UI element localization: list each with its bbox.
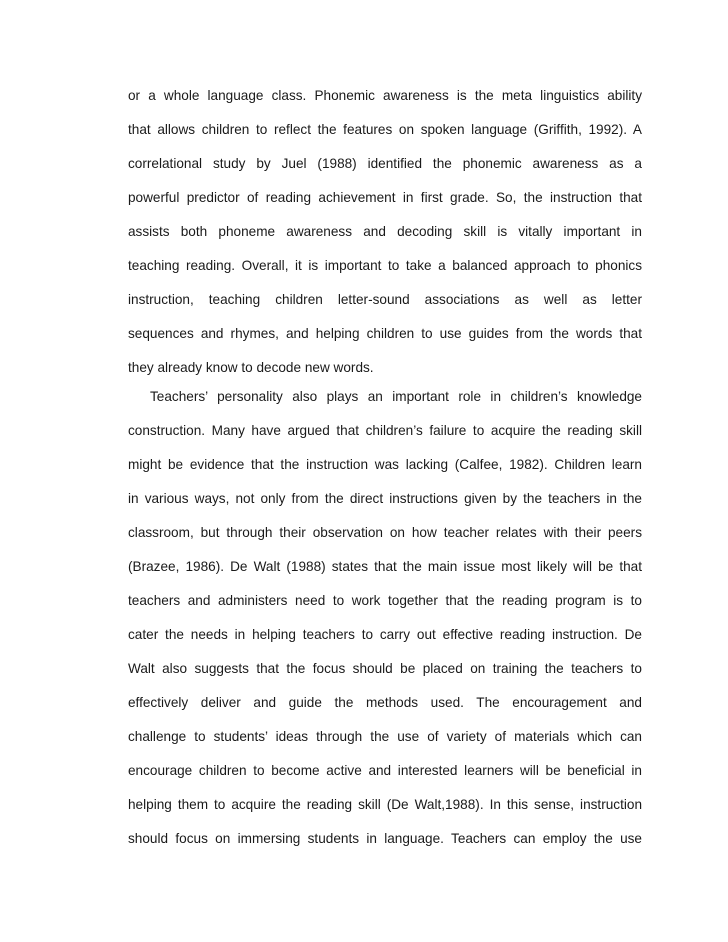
text-line: helping them to acquire the reading skill (De Walt,1988). In this sense, instruction (128, 797, 642, 812)
paragraph-teachers-personality (128, 380, 642, 856)
text-line: should focus on immersing students in language. Teachers can employ the use (128, 831, 642, 846)
text-line: cater the needs in helping teachers to carry out effective reading instruction. De (128, 627, 642, 642)
text-line: Teachers’ personality also plays an important role in children’s knowledge (150, 389, 642, 404)
text-line: correlational study by Juel (1988) identified the phonemic awareness as a (128, 156, 642, 171)
text-line: sequences and rhymes, and helping children to use guides from the words that (128, 326, 642, 341)
text-line: or a whole language class. Phonemic awareness is the meta linguistics ability (128, 88, 642, 103)
text-line: classroom, but through their observation on how teacher relates with their peers (128, 525, 642, 540)
text-line: they already know to decode new words. (128, 360, 374, 375)
text-line: effectively deliver and guide the methods used. The encouragement and (128, 695, 642, 710)
text-line: challenge to students’ ideas through the use of variety of materials which can (128, 729, 642, 744)
text-line: (Brazee, 1986). De Walt (1988) states that the main issue most likely will be that (128, 559, 642, 574)
text-line: that allows children to reflect the features on spoken language (Griffith, 1992). A (128, 122, 642, 137)
text-line: instruction, teaching children letter-sound associations as well as letter (128, 292, 642, 307)
text-line: encourage children to become active and interested learners will be beneficial in (128, 763, 642, 778)
text-line: in various ways, not only from the direct instructions given by the teachers in the (128, 491, 642, 506)
text-line: construction. Many have argued that children’s failure to acquire the reading skill (128, 423, 642, 438)
text-line: assists both phoneme awareness and decoding skill is vitally important in (128, 224, 642, 239)
text-line: teachers and administers need to work together that the reading program is to (128, 593, 642, 608)
text-line: powerful predictor of reading achievement in first grade. So, the instruction that (128, 190, 642, 205)
text-line: teaching reading. Overall, it is important to take a balanced approach to phonics (128, 258, 642, 273)
paragraph-phonics (128, 79, 642, 385)
text-line: might be evidence that the instruction was lacking (Calfee, 1982). Children learn (128, 457, 642, 472)
text-line: Walt also suggests that the focus should be placed on training the teachers to (128, 661, 642, 676)
